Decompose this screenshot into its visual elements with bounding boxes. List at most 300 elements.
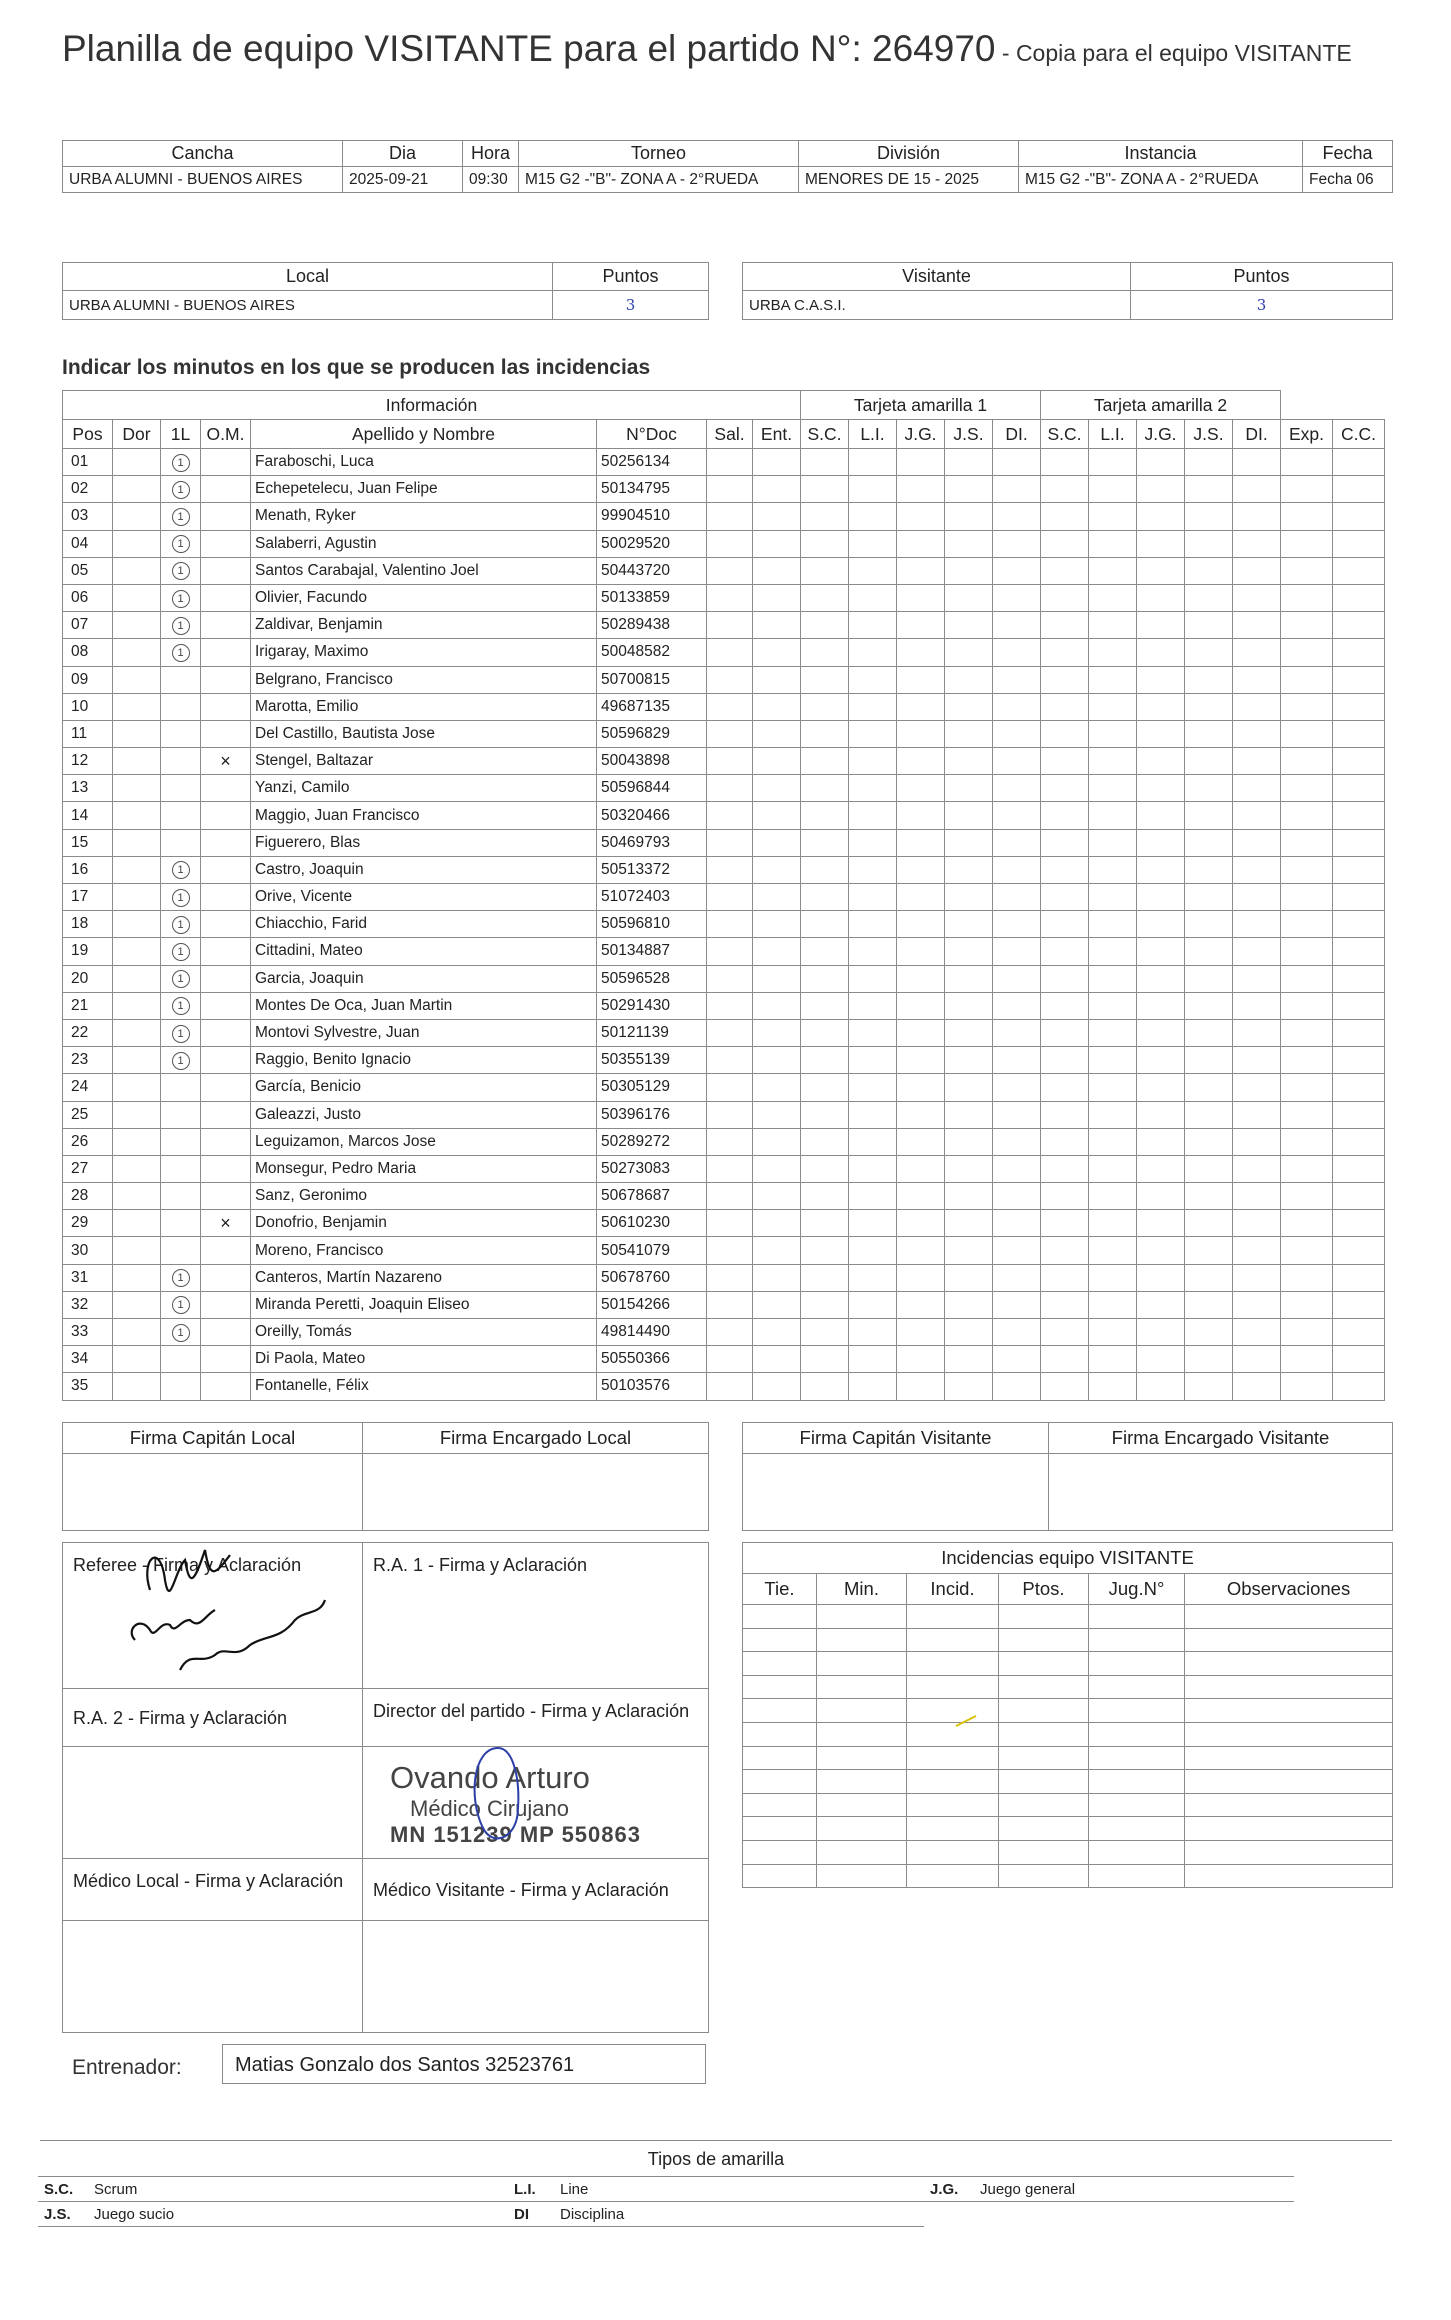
player-incident-cell[interactable] [849, 1183, 897, 1210]
incidents-cell[interactable] [743, 1817, 817, 1841]
player-incident-cell[interactable] [1041, 666, 1089, 693]
player-incident-cell[interactable] [993, 503, 1041, 530]
player-incident-cell[interactable] [1185, 1319, 1233, 1346]
player-incident-cell[interactable] [707, 1128, 753, 1155]
player-dorsal[interactable] [113, 802, 161, 829]
player-incident-cell[interactable] [1185, 802, 1233, 829]
player-first-line[interactable] [161, 449, 201, 476]
incidents-cell[interactable] [817, 1840, 907, 1864]
player-incident-cell[interactable] [753, 1047, 801, 1074]
player-incident-cell[interactable] [1089, 584, 1137, 611]
player-incident-cell[interactable] [707, 829, 753, 856]
player-incident-cell[interactable] [945, 938, 993, 965]
player-incident-cell[interactable] [1233, 1319, 1281, 1346]
player-incident-cell[interactable] [993, 639, 1041, 666]
player-incident-cell[interactable] [1233, 775, 1281, 802]
player-incident-cell[interactable] [897, 1101, 945, 1128]
player-incident-cell[interactable] [1281, 1183, 1333, 1210]
player-om[interactable] [201, 1047, 251, 1074]
player-incident-cell[interactable] [849, 911, 897, 938]
player-incident-cell[interactable] [849, 1237, 897, 1264]
player-incident-cell[interactable] [1281, 802, 1333, 829]
player-incident-cell[interactable] [1185, 884, 1233, 911]
incidents-cell[interactable] [743, 1699, 817, 1723]
player-incident-cell[interactable] [849, 1264, 897, 1291]
player-first-line[interactable] [161, 965, 201, 992]
player-incident-cell[interactable] [1233, 530, 1281, 557]
player-incident-cell[interactable] [1333, 1346, 1385, 1373]
player-incident-cell[interactable] [897, 1019, 945, 1046]
player-incident-cell[interactable] [801, 1155, 849, 1182]
player-first-line[interactable] [161, 1319, 201, 1346]
incidents-cell[interactable] [1089, 1793, 1185, 1817]
player-incident-cell[interactable] [1041, 748, 1089, 775]
player-incident-cell[interactable] [1233, 1237, 1281, 1264]
player-first-line[interactable] [161, 557, 201, 584]
player-incident-cell[interactable] [801, 1319, 849, 1346]
player-dorsal[interactable] [113, 530, 161, 557]
player-incident-cell[interactable] [1185, 856, 1233, 883]
player-dorsal[interactable] [113, 1291, 161, 1318]
player-first-line[interactable] [161, 829, 201, 856]
player-incident-cell[interactable] [1041, 1155, 1089, 1182]
player-first-line[interactable] [161, 1155, 201, 1182]
player-incident-cell[interactable] [1333, 476, 1385, 503]
player-incident-cell[interactable] [1089, 449, 1137, 476]
player-incident-cell[interactable] [1185, 557, 1233, 584]
player-incident-cell[interactable] [849, 938, 897, 965]
player-incident-cell[interactable] [1281, 1264, 1333, 1291]
player-incident-cell[interactable] [897, 693, 945, 720]
player-incident-cell[interactable] [753, 639, 801, 666]
incidents-cell[interactable] [907, 1793, 999, 1817]
player-incident-cell[interactable] [1233, 1346, 1281, 1373]
incidents-cell[interactable] [1185, 1770, 1393, 1794]
player-incident-cell[interactable] [897, 530, 945, 557]
player-incident-cell[interactable] [897, 584, 945, 611]
incidents-cell[interactable] [817, 1722, 907, 1746]
player-incident-cell[interactable] [1185, 1183, 1233, 1210]
player-incident-cell[interactable] [801, 1183, 849, 1210]
incidents-cell[interactable] [907, 1652, 999, 1676]
player-incident-cell[interactable] [1281, 1019, 1333, 1046]
player-incident-cell[interactable] [1089, 1074, 1137, 1101]
player-incident-cell[interactable] [1185, 1019, 1233, 1046]
player-incident-cell[interactable] [1333, 856, 1385, 883]
player-incident-cell[interactable] [1137, 639, 1185, 666]
player-first-line[interactable] [161, 1346, 201, 1373]
player-incident-cell[interactable] [1089, 992, 1137, 1019]
incidents-cell[interactable] [1089, 1675, 1185, 1699]
player-incident-cell[interactable] [849, 1074, 897, 1101]
incidents-cell[interactable] [907, 1770, 999, 1794]
player-incident-cell[interactable] [1089, 775, 1137, 802]
player-incident-cell[interactable] [1041, 530, 1089, 557]
player-incident-cell[interactable] [1333, 503, 1385, 530]
player-incident-cell[interactable] [993, 965, 1041, 992]
player-first-line[interactable] [161, 720, 201, 747]
player-incident-cell[interactable] [1333, 1183, 1385, 1210]
player-incident-cell[interactable] [945, 612, 993, 639]
player-incident-cell[interactable] [945, 639, 993, 666]
player-incident-cell[interactable] [1137, 1155, 1185, 1182]
player-incident-cell[interactable] [897, 802, 945, 829]
player-incident-cell[interactable] [1281, 1237, 1333, 1264]
player-incident-cell[interactable] [897, 992, 945, 1019]
player-incident-cell[interactable] [1281, 748, 1333, 775]
player-incident-cell[interactable] [1041, 476, 1089, 503]
player-incident-cell[interactable] [1233, 1373, 1281, 1400]
player-incident-cell[interactable] [897, 1210, 945, 1237]
player-dorsal[interactable] [113, 612, 161, 639]
player-incident-cell[interactable] [707, 584, 753, 611]
player-dorsal[interactable] [113, 1101, 161, 1128]
player-dorsal[interactable] [113, 584, 161, 611]
incidents-cell[interactable] [1185, 1793, 1393, 1817]
player-incident-cell[interactable] [707, 1264, 753, 1291]
player-incident-cell[interactable] [753, 693, 801, 720]
player-dorsal[interactable] [113, 911, 161, 938]
player-first-line[interactable] [161, 938, 201, 965]
player-incident-cell[interactable] [801, 1019, 849, 1046]
player-incident-cell[interactable] [1281, 557, 1333, 584]
player-first-line[interactable] [161, 1047, 201, 1074]
incidents-cell[interactable] [743, 1864, 817, 1888]
player-incident-cell[interactable] [897, 856, 945, 883]
player-incident-cell[interactable] [897, 503, 945, 530]
player-incident-cell[interactable] [707, 639, 753, 666]
player-incident-cell[interactable] [897, 557, 945, 584]
incidents-cell[interactable] [999, 1864, 1089, 1888]
player-incident-cell[interactable] [1137, 1319, 1185, 1346]
player-incident-cell[interactable] [707, 992, 753, 1019]
player-om[interactable] [201, 1210, 251, 1237]
player-incident-cell[interactable] [1137, 992, 1185, 1019]
player-incident-cell[interactable] [801, 884, 849, 911]
player-om[interactable] [201, 720, 251, 747]
player-incident-cell[interactable] [753, 449, 801, 476]
incidents-cell[interactable] [1185, 1605, 1393, 1629]
player-om[interactable] [201, 965, 251, 992]
player-incident-cell[interactable] [1089, 1019, 1137, 1046]
player-incident-cell[interactable] [1233, 911, 1281, 938]
player-incident-cell[interactable] [993, 1291, 1041, 1318]
player-incident-cell[interactable] [945, 775, 993, 802]
player-first-line[interactable] [161, 693, 201, 720]
player-first-line[interactable] [161, 802, 201, 829]
player-incident-cell[interactable] [753, 856, 801, 883]
player-incident-cell[interactable] [1185, 1346, 1233, 1373]
player-incident-cell[interactable] [1137, 720, 1185, 747]
player-incident-cell[interactable] [1089, 938, 1137, 965]
player-dorsal[interactable] [113, 775, 161, 802]
player-incident-cell[interactable] [945, 965, 993, 992]
player-incident-cell[interactable] [753, 829, 801, 856]
player-incident-cell[interactable] [1041, 1237, 1089, 1264]
player-incident-cell[interactable] [1281, 1346, 1333, 1373]
player-om[interactable] [201, 884, 251, 911]
incidents-cell[interactable] [1185, 1675, 1393, 1699]
player-dorsal[interactable] [113, 1210, 161, 1237]
player-incident-cell[interactable] [849, 666, 897, 693]
player-om[interactable] [201, 584, 251, 611]
player-incident-cell[interactable] [1281, 530, 1333, 557]
player-incident-cell[interactable] [1233, 1128, 1281, 1155]
player-incident-cell[interactable] [1333, 1210, 1385, 1237]
player-incident-cell[interactable] [897, 1183, 945, 1210]
incidents-cell[interactable] [817, 1605, 907, 1629]
player-incident-cell[interactable] [897, 476, 945, 503]
player-incident-cell[interactable] [1137, 1373, 1185, 1400]
player-incident-cell[interactable] [945, 666, 993, 693]
player-dorsal[interactable] [113, 557, 161, 584]
player-incident-cell[interactable] [1233, 1074, 1281, 1101]
player-incident-cell[interactable] [945, 1155, 993, 1182]
player-incident-cell[interactable] [1185, 1155, 1233, 1182]
player-incident-cell[interactable] [707, 856, 753, 883]
player-incident-cell[interactable] [1333, 1019, 1385, 1046]
player-incident-cell[interactable] [753, 965, 801, 992]
incidents-cell[interactable] [907, 1605, 999, 1629]
player-incident-cell[interactable] [1041, 1210, 1089, 1237]
player-incident-cell[interactable] [1137, 1183, 1185, 1210]
player-incident-cell[interactable] [1089, 639, 1137, 666]
player-incident-cell[interactable] [1333, 1128, 1385, 1155]
player-incident-cell[interactable] [849, 503, 897, 530]
player-incident-cell[interactable] [849, 802, 897, 829]
player-incident-cell[interactable] [1333, 829, 1385, 856]
player-incident-cell[interactable] [1281, 449, 1333, 476]
player-incident-cell[interactable] [1137, 1264, 1185, 1291]
player-incident-cell[interactable] [1137, 802, 1185, 829]
player-incident-cell[interactable] [707, 911, 753, 938]
player-dorsal[interactable] [113, 1128, 161, 1155]
player-incident-cell[interactable] [1137, 476, 1185, 503]
player-incident-cell[interactable] [1333, 1319, 1385, 1346]
incidents-cell[interactable] [817, 1817, 907, 1841]
player-incident-cell[interactable] [1185, 1264, 1233, 1291]
incidents-cell[interactable] [907, 1746, 999, 1770]
incidents-cell[interactable] [743, 1605, 817, 1629]
player-incident-cell[interactable] [1089, 476, 1137, 503]
player-dorsal[interactable] [113, 639, 161, 666]
player-om[interactable] [201, 1264, 251, 1291]
player-incident-cell[interactable] [1185, 639, 1233, 666]
player-incident-cell[interactable] [1281, 1047, 1333, 1074]
player-incident-cell[interactable] [801, 612, 849, 639]
player-incident-cell[interactable] [1089, 748, 1137, 775]
player-incident-cell[interactable] [1281, 1128, 1333, 1155]
player-incident-cell[interactable] [993, 530, 1041, 557]
player-incident-cell[interactable] [1041, 1101, 1089, 1128]
incidents-cell[interactable] [817, 1793, 907, 1817]
player-incident-cell[interactable] [1089, 1264, 1137, 1291]
player-incident-cell[interactable] [1089, 1101, 1137, 1128]
player-om[interactable] [201, 802, 251, 829]
player-incident-cell[interactable] [753, 748, 801, 775]
player-incident-cell[interactable] [1137, 584, 1185, 611]
player-incident-cell[interactable] [707, 1291, 753, 1318]
player-incident-cell[interactable] [849, 1210, 897, 1237]
player-incident-cell[interactable] [849, 557, 897, 584]
player-incident-cell[interactable] [945, 911, 993, 938]
incidents-cell[interactable] [1089, 1605, 1185, 1629]
incidents-cell[interactable] [1185, 1628, 1393, 1652]
player-incident-cell[interactable] [1185, 1047, 1233, 1074]
player-incident-cell[interactable] [1089, 1346, 1137, 1373]
player-incident-cell[interactable] [1281, 775, 1333, 802]
player-incident-cell[interactable] [801, 802, 849, 829]
player-incident-cell[interactable] [1281, 503, 1333, 530]
player-incident-cell[interactable] [1281, 693, 1333, 720]
player-incident-cell[interactable] [1041, 965, 1089, 992]
player-incident-cell[interactable] [1089, 1237, 1137, 1264]
player-incident-cell[interactable] [1333, 1291, 1385, 1318]
player-om[interactable] [201, 476, 251, 503]
player-incident-cell[interactable] [1089, 503, 1137, 530]
player-incident-cell[interactable] [707, 557, 753, 584]
player-incident-cell[interactable] [707, 720, 753, 747]
player-incident-cell[interactable] [1041, 1291, 1089, 1318]
player-incident-cell[interactable] [945, 530, 993, 557]
player-incident-cell[interactable] [707, 938, 753, 965]
player-incident-cell[interactable] [945, 1373, 993, 1400]
player-incident-cell[interactable] [753, 503, 801, 530]
player-incident-cell[interactable] [1137, 1047, 1185, 1074]
incidents-cell[interactable] [1185, 1817, 1393, 1841]
player-incident-cell[interactable] [849, 639, 897, 666]
player-first-line[interactable] [161, 1210, 201, 1237]
player-incident-cell[interactable] [1137, 1101, 1185, 1128]
player-incident-cell[interactable] [1233, 856, 1281, 883]
player-om[interactable] [201, 449, 251, 476]
player-incident-cell[interactable] [1185, 775, 1233, 802]
player-om[interactable] [201, 992, 251, 1019]
player-incident-cell[interactable] [1041, 938, 1089, 965]
player-incident-cell[interactable] [1185, 1210, 1233, 1237]
player-incident-cell[interactable] [707, 476, 753, 503]
player-incident-cell[interactable] [1089, 802, 1137, 829]
player-incident-cell[interactable] [1137, 612, 1185, 639]
player-incident-cell[interactable] [801, 503, 849, 530]
incidents-cell[interactable] [1185, 1840, 1393, 1864]
player-incident-cell[interactable] [753, 1210, 801, 1237]
player-incident-cell[interactable] [945, 1319, 993, 1346]
player-incident-cell[interactable] [1281, 720, 1333, 747]
player-dorsal[interactable] [113, 748, 161, 775]
player-incident-cell[interactable] [801, 693, 849, 720]
player-incident-cell[interactable] [1233, 693, 1281, 720]
player-incident-cell[interactable] [801, 557, 849, 584]
player-incident-cell[interactable] [897, 884, 945, 911]
player-incident-cell[interactable] [1233, 503, 1281, 530]
player-incident-cell[interactable] [849, 748, 897, 775]
player-incident-cell[interactable] [1089, 720, 1137, 747]
player-incident-cell[interactable] [993, 1019, 1041, 1046]
player-dorsal[interactable] [113, 856, 161, 883]
player-incident-cell[interactable] [1185, 748, 1233, 775]
incidents-cell[interactable] [743, 1652, 817, 1676]
player-dorsal[interactable] [113, 829, 161, 856]
player-incident-cell[interactable] [1041, 584, 1089, 611]
player-incident-cell[interactable] [1233, 639, 1281, 666]
player-incident-cell[interactable] [1281, 884, 1333, 911]
incidents-cell[interactable] [907, 1817, 999, 1841]
player-incident-cell[interactable] [993, 1047, 1041, 1074]
player-incident-cell[interactable] [993, 1264, 1041, 1291]
player-incident-cell[interactable] [945, 1047, 993, 1074]
player-first-line[interactable] [161, 1128, 201, 1155]
player-incident-cell[interactable] [1041, 775, 1089, 802]
player-incident-cell[interactable] [1281, 1373, 1333, 1400]
player-dorsal[interactable] [113, 992, 161, 1019]
incidents-cell[interactable] [817, 1864, 907, 1888]
player-incident-cell[interactable] [1137, 1291, 1185, 1318]
player-first-line[interactable] [161, 884, 201, 911]
player-incident-cell[interactable] [801, 1047, 849, 1074]
player-incident-cell[interactable] [1233, 449, 1281, 476]
player-incident-cell[interactable] [1333, 1074, 1385, 1101]
player-incident-cell[interactable] [753, 1373, 801, 1400]
player-incident-cell[interactable] [1185, 992, 1233, 1019]
player-incident-cell[interactable] [1281, 1319, 1333, 1346]
player-incident-cell[interactable] [1233, 584, 1281, 611]
player-om[interactable] [201, 775, 251, 802]
player-incident-cell[interactable] [897, 612, 945, 639]
player-om[interactable] [201, 1373, 251, 1400]
player-incident-cell[interactable] [1089, 1183, 1137, 1210]
player-incident-cell[interactable] [897, 1155, 945, 1182]
player-incident-cell[interactable] [1233, 476, 1281, 503]
incidents-cell[interactable] [999, 1817, 1089, 1841]
player-incident-cell[interactable] [753, 802, 801, 829]
player-incident-cell[interactable] [1333, 557, 1385, 584]
incidents-cell[interactable] [999, 1652, 1089, 1676]
player-incident-cell[interactable] [753, 1128, 801, 1155]
player-incident-cell[interactable] [945, 829, 993, 856]
player-incident-cell[interactable] [993, 1101, 1041, 1128]
player-incident-cell[interactable] [1041, 802, 1089, 829]
visitante-manager-signature-box[interactable] [1049, 1454, 1393, 1531]
player-incident-cell[interactable] [1089, 693, 1137, 720]
player-incident-cell[interactable] [1137, 965, 1185, 992]
player-incident-cell[interactable] [801, 720, 849, 747]
player-incident-cell[interactable] [753, 1264, 801, 1291]
player-incident-cell[interactable] [1333, 584, 1385, 611]
incidents-cell[interactable] [999, 1722, 1089, 1746]
player-incident-cell[interactable] [897, 938, 945, 965]
player-incident-cell[interactable] [945, 1128, 993, 1155]
player-om[interactable] [201, 856, 251, 883]
incidents-cell[interactable] [743, 1628, 817, 1652]
player-incident-cell[interactable] [1233, 802, 1281, 829]
player-incident-cell[interactable] [993, 612, 1041, 639]
player-om[interactable] [201, 1101, 251, 1128]
player-incident-cell[interactable] [945, 1210, 993, 1237]
player-incident-cell[interactable] [801, 965, 849, 992]
player-incident-cell[interactable] [1041, 639, 1089, 666]
incidents-cell[interactable] [817, 1746, 907, 1770]
player-incident-cell[interactable] [993, 1183, 1041, 1210]
player-first-line[interactable] [161, 775, 201, 802]
player-incident-cell[interactable] [1089, 612, 1137, 639]
incidents-cell[interactable] [1089, 1699, 1185, 1723]
player-incident-cell[interactable] [1137, 1019, 1185, 1046]
player-incident-cell[interactable] [801, 1210, 849, 1237]
player-incident-cell[interactable] [993, 476, 1041, 503]
player-incident-cell[interactable] [753, 530, 801, 557]
player-first-line[interactable] [161, 1264, 201, 1291]
